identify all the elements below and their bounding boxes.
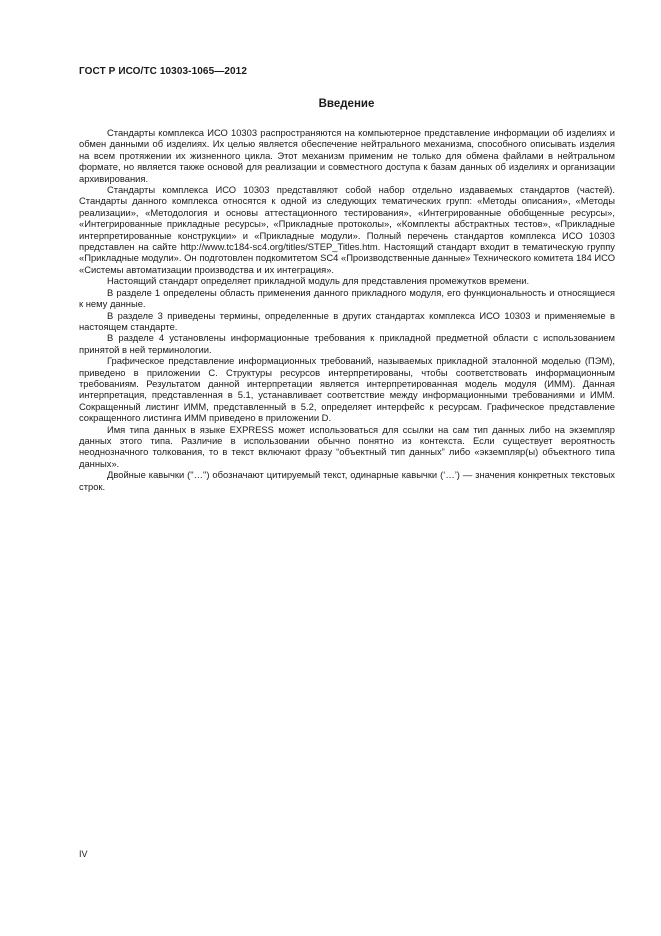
- document-header: ГОСТ Р ИСО/ТС 10303-1065—2012: [79, 66, 247, 77]
- body-text: [79, 127, 615, 492]
- paragraph: Графическое представление информационных требований, называемых прикладной эталонной моделью (ПЭМ), приведено в приложении С. Структуры ресурсов интерпретированы, чтобы соответствовать информационным требованиям. Результатом данной интерпретации является интерпретированная модель модуля (ИММ). Данная интерпретация, представленная в 5.1, устанавливает соответствие между информационными требованиями и ИММ. Сокращенный листинг ИММ, представленный в 5.2, определяет интерфейс к ресурсам. Графическое представление сокращенного листинга ИММ приведено в приложении D.: [79, 355, 615, 424]
- paragraph: Стандарты комплекса ИСО 10303 распространяются на компьютерное представление информации об изделиях и обмен данными об изделиях. Их целью является обеспечение нейтрального механизма, способного описывать изделия на всем протяжении их жизненного цикла. Этот механизм применим не только для обмена файлами в нейтральном формате, но является также основой для реализации и совместного доступа к базам данных об изделиях и организации архивирования.: [79, 127, 615, 184]
- paragraph: Настоящий стандарт определяет прикладной модуль для представления промежутков времени.: [107, 275, 530, 287]
- paragraph: В разделе 3 приведены термины, определенные в других стандартах комплекса ИСО 10303 и применяемые в настоящем стандарте.: [79, 309, 615, 332]
- section-title: Введение: [318, 98, 375, 110]
- paragraph: Двойные кавычки ("…") обозначают цитируемый текст, одинарные кавычки (‘…’) — значения конкретных текстовых строк.: [79, 469, 615, 492]
- paragraph: Стандарты комплекса ИСО 10303 представляют собой набор отдельно издаваемых стандартов (частей). Стандарты данного комплекса относятся к одной из следующих тематических групп: «Методы описания», «Методы реализации», «Методология и основы аттестационного тестирования», «Интегрированные обобщенные ресурсы», «Интегрированные прикладные ресурсы», «Прикладные протоколы», «Комплекты абстрактных тестов», «Прикладные интерпретированные конструкции» и «Прикладные модули». Полный перечень стандартов комплекса ИСО 10303 представлен на сайте http://www.tc184-sc4.org/titles/STEP_Titles.htm. Настоящий стандарт входит в тематическую группу «Прикладные модули». Он подготовлен подкомитетом SC4 «Производственные данные» Технического комитета 184 ИСО «Системы автоматизации производства и их интеграция».: [79, 184, 615, 275]
- page-number: IV: [79, 849, 88, 859]
- paragraph: В разделе 4 установлены информационные требования к прикладной предметной области с использованием принятой в ней терминологии.: [79, 332, 615, 355]
- paragraph: В разделе 1 определены область применения данного прикладного модуля, его функциональность и относящиеся к нему данные.: [79, 286, 615, 310]
- paragraph: Имя типа данных в языке EXPRESS может использоваться для ссылки на сам тип данных либо на экземпляр данных этого типа. Различие в использовании обычно понятно из контекста. Если существует вероятность неоднозначного толкования, то в текст включают фразу “объектный тип данных” либо «экземпляр(ы) объектного типа данных».: [79, 423, 615, 469]
